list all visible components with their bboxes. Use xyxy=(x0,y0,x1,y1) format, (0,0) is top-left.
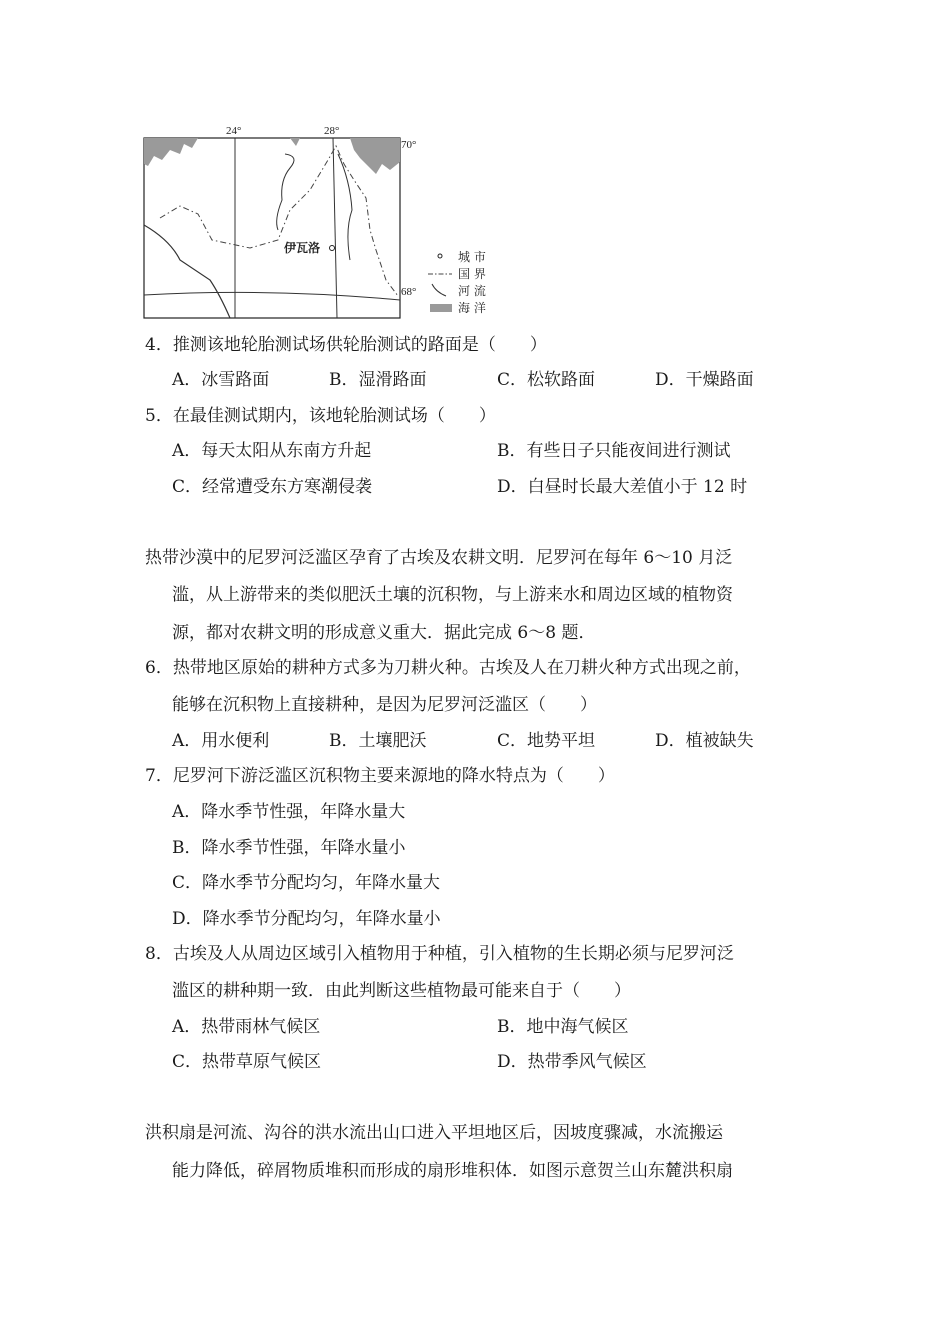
q5-option-b: B．有些日子只能夜间进行测试 xyxy=(497,441,731,461)
legend-city-symbol xyxy=(438,254,442,258)
q4-option-d: D．干燥路面 xyxy=(655,370,754,390)
passage2-line-2: 滥，从上游带来的类似肥沃土壤的沉积物，与上游来水和周边区域的植物资 xyxy=(172,585,733,605)
map-frame xyxy=(144,138,400,318)
river-north xyxy=(277,154,294,230)
q5-stem: 5．在最佳测试期内，该地轮胎测试场（ ） xyxy=(145,406,496,426)
legend-sea-symbol xyxy=(430,304,452,312)
q6-option-d: D．植被缺失 xyxy=(655,731,754,751)
national-border xyxy=(160,146,398,296)
q4-option-b: B．湿滑路面 xyxy=(329,370,427,390)
q6-option-c: C．地势平坦 xyxy=(497,731,596,751)
legend-sea-label: 海 洋 xyxy=(458,301,486,315)
lon-label-28: 28° xyxy=(324,125,340,137)
legend-river-label: 河 流 xyxy=(458,284,486,298)
q7-option-b: B．降水季节性强，年降水量小 xyxy=(172,838,406,858)
q7-option-a: A．降水季节性强，年降水量大 xyxy=(172,802,406,822)
city-label: 伊瓦洛 xyxy=(284,241,321,255)
q6-option-a: A．用水便利 xyxy=(172,731,270,751)
legend-city-label: 城 市 xyxy=(458,250,486,264)
passage2-line-1: 热带沙漠中的尼罗河泛滥区孕育了古埃及农耕文明．尼罗河在每年 6～10 月泛 xyxy=(145,548,733,568)
q5-option-d: D．白昼时长最大差值小于 12 时 xyxy=(497,477,748,497)
passage3-line-1: 洪积扇是河流、沟谷的洪水流出山口进入平坦地区后，因坡度骤减，水流搬运 xyxy=(145,1123,723,1143)
q7-stem: 7．尼罗河下游泛滥区沉积物主要来源地的降水特点为（ ） xyxy=(145,766,615,786)
q4-option-a: A．冰雪路面 xyxy=(172,370,270,390)
q4-option-c: C．松软路面 xyxy=(497,370,596,390)
passage2-line-3: 源，都对农耕文明的形成意义重大．据此完成 6～8 题． xyxy=(172,623,596,643)
lon-label-24: 24° xyxy=(226,125,242,137)
legend-river-symbol xyxy=(432,284,446,296)
q8-option-b: B．地中海气候区 xyxy=(497,1017,629,1037)
q8-option-c: C．热带草原气候区 xyxy=(172,1052,322,1072)
meridian-28 xyxy=(333,138,337,318)
legend-border-label: 国 界 xyxy=(458,267,486,281)
parallel-68 xyxy=(144,292,400,300)
passage3-line-2: 能力降低，碎屑物质堆积而形成的扇形堆积体．如图示意贺兰山东麓洪积扇 xyxy=(172,1161,733,1181)
q8-stem-line-1: 8．古埃及人从周边区域引入植物用于种植，引入植物的生长期必须与尼罗河泛 xyxy=(145,944,734,964)
city-marker xyxy=(330,246,335,251)
q7-option-c: C．降水季节分配均匀，年降水量大 xyxy=(172,873,441,893)
q8-stem-line-2: 滥区的耕种期一致．由此判断这些植物最可能来自于（ ） xyxy=(172,981,631,1001)
q6-stem-line-1: 6．热带地区原始的耕种方式多为刀耕火种。古埃及人在刀耕火种方式出现之前， xyxy=(145,658,751,678)
sea-area-left xyxy=(144,138,198,166)
lat-label-70: 70° xyxy=(401,139,417,151)
q6-option-b: B．土壤肥沃 xyxy=(329,731,427,751)
river-main xyxy=(144,225,230,318)
q4-stem: 4．推测该地轮胎测试场供轮胎测试的路面是（ ） xyxy=(145,335,547,355)
q8-option-a: A．热带雨林气候区 xyxy=(172,1017,321,1037)
q5-option-a: A．每天太阳从东南方升起 xyxy=(172,441,372,461)
river-east xyxy=(338,154,352,260)
q5-option-c: C．经常遭受东方寒潮侵袭 xyxy=(172,477,373,497)
sea-patch xyxy=(290,138,300,146)
q7-option-d: D．降水季节分配均匀，年降水量小 xyxy=(172,909,441,929)
q8-option-d: D．热带季风气候区 xyxy=(497,1052,647,1072)
lat-label-68: 68° xyxy=(401,286,417,298)
map-figure xyxy=(140,120,520,325)
sea-area-right xyxy=(350,138,400,174)
q6-stem-line-2: 能够在沉积物上直接耕种，是因为尼罗河泛滥区（ ） xyxy=(172,695,597,715)
